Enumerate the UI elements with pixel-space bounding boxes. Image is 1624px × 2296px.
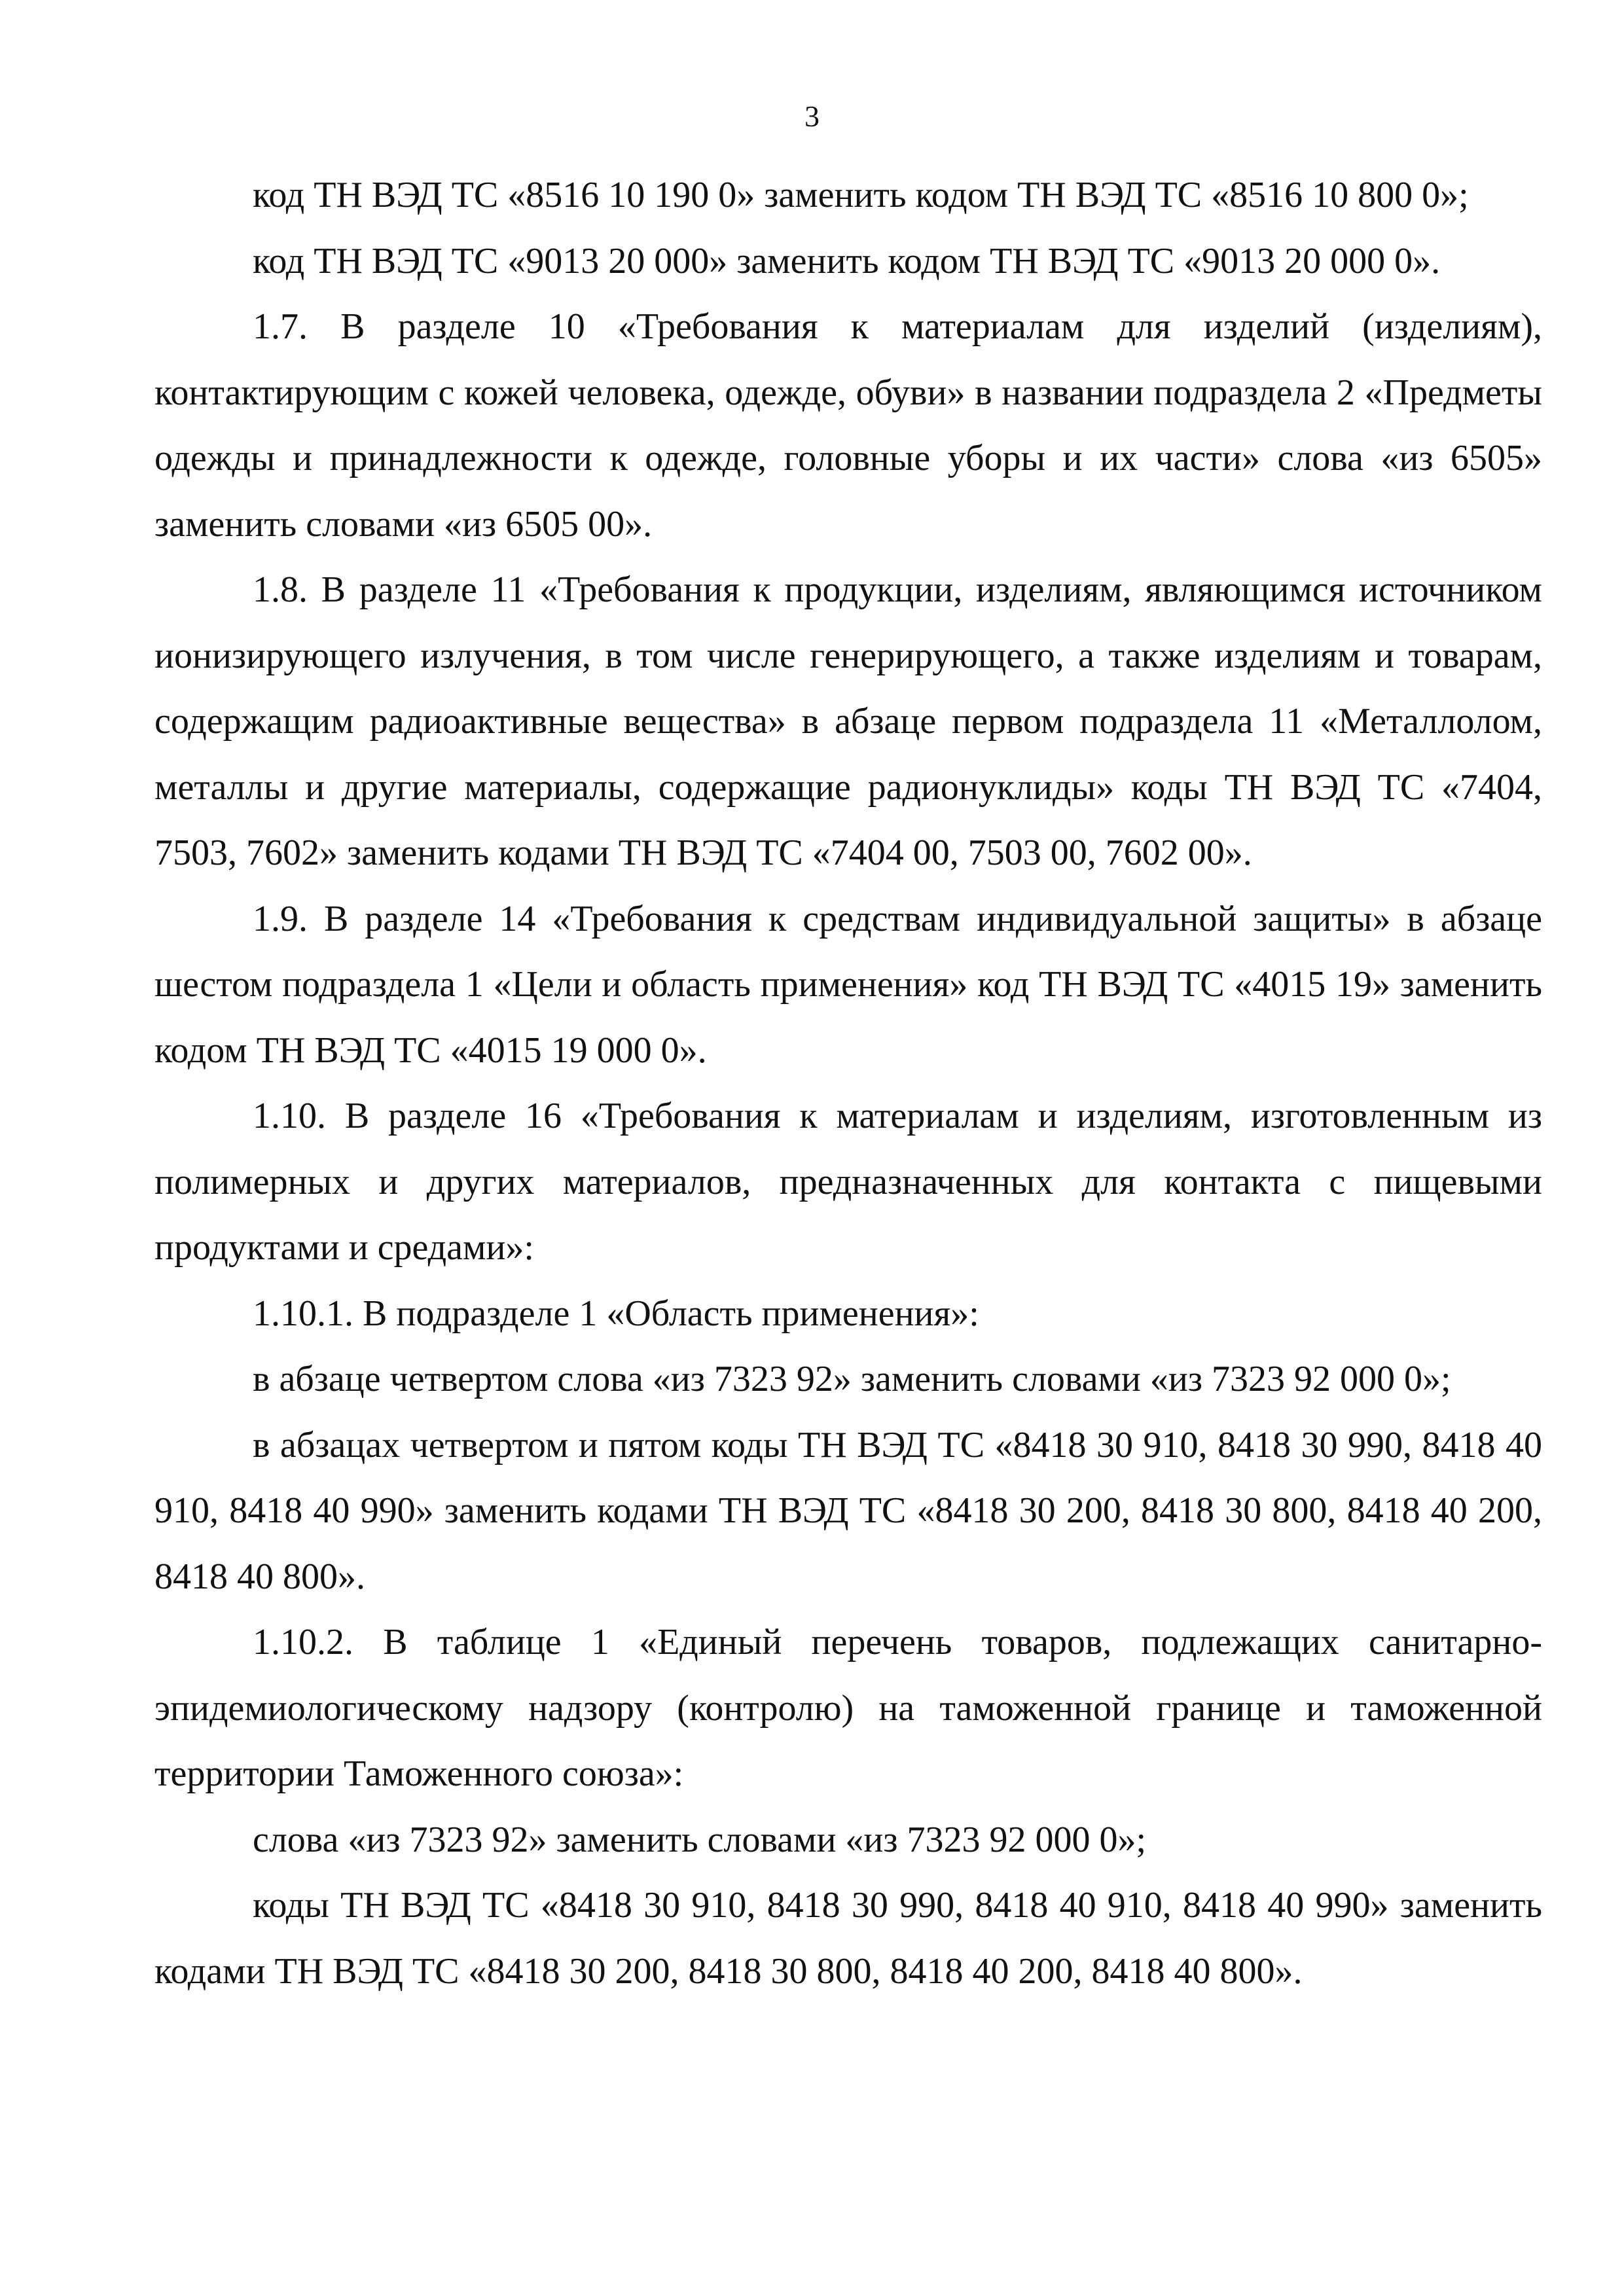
paragraph-slova-7323: слова «из 7323 92» заменить словами «из 7323 92 000 0»; bbox=[253, 1819, 1147, 1860]
paragraph-abzats-4-5: в абзацах четвертом и пятом коды ТН ВЭД ТС «8418 30 910, 8418 30 990, 8418 40 910, 8418 40 990» заменить кодами ТН ВЭД ТС «8418 30 200, 8418 30 800, 8418 40 200, 8418 40 800». bbox=[154, 1424, 1542, 1597]
document-body bbox=[154, 162, 1542, 2004]
paragraph-1-10-1: 1.10.1. В подразделе 1 «Область применения»: bbox=[253, 1293, 979, 1334]
paragraph-1-9: 1.9. В разделе 14 «Требования к средствам индивидуальной защиты» в абзаце шестом подраздела 1 «Цели и область применения» код ТН ВЭД ТС «4015 19» заменить кодом ТН ВЭД ТС «4015 19 000 0». bbox=[154, 898, 1542, 1071]
paragraph-1-8: 1.8. В разделе 11 «Требования к продукции, изделиям, являющимся источником ионизирующего излучения, в том числе генерирующего, а также изделиям и товарам, содержащим радиоактивные вещества» в абзаце первом подраздела 11 «Металлолом, металлы и другие материалы, содержащие радионуклиды» коды ТН ВЭД ТС «7404, 7503, 7602» заменить кодами ТН ВЭД ТС «7404 00, 7503 00, 7602 00». bbox=[154, 569, 1542, 873]
page-number: 3 bbox=[804, 99, 820, 133]
paragraph-abzats-4: в абзаце четвертом слова «из 7323 92» заменить словами «из 7323 92 000 0»; bbox=[253, 1359, 1451, 1399]
paragraph-kody-8418: коды ТН ВЭД ТС «8418 30 910, 8418 30 990, 8418 40 910, 8418 40 990» заменить кодами ТН ВЭД ТС «8418 30 200, 8418 30 800, 8418 40 200, 8418 40 800». bbox=[154, 1885, 1542, 1992]
paragraph-1-10: 1.10. В разделе 16 «Требования к материалам и изделиям, изготовленным из полимерных и других материалов, предназначенных для контакта с пищевыми продуктами и средами»: bbox=[154, 1096, 1542, 1268]
paragraph-code-8516: код ТН ВЭД ТС «8516 10 190 0» заменить кодом ТН ВЭД ТС «8516 10 800 0»; bbox=[253, 175, 1469, 215]
paragraph-1-7: 1.7. В разделе 10 «Требования к материалам для изделий (изделиям), контактирующим с кожей человека, одежде, обуви» в названии подраздела 2 «Предметы одежды и принадлежности к одежде, головные уборы и их части» слова «из 6505» заменить словами «из 6505 00». bbox=[154, 306, 1542, 545]
paragraph-code-9013: код ТН ВЭД ТС «9013 20 000» заменить кодом ТН ВЭД ТС «9013 20 000 0». bbox=[253, 240, 1441, 281]
paragraph-1-10-2: 1.10.2. В таблице 1 «Единый перечень товаров, подлежащих санитарно-эпидемиологическому надзору (контролю) на таможенной границе и таможенной территории Таможенного союза»: bbox=[154, 1622, 1542, 1794]
